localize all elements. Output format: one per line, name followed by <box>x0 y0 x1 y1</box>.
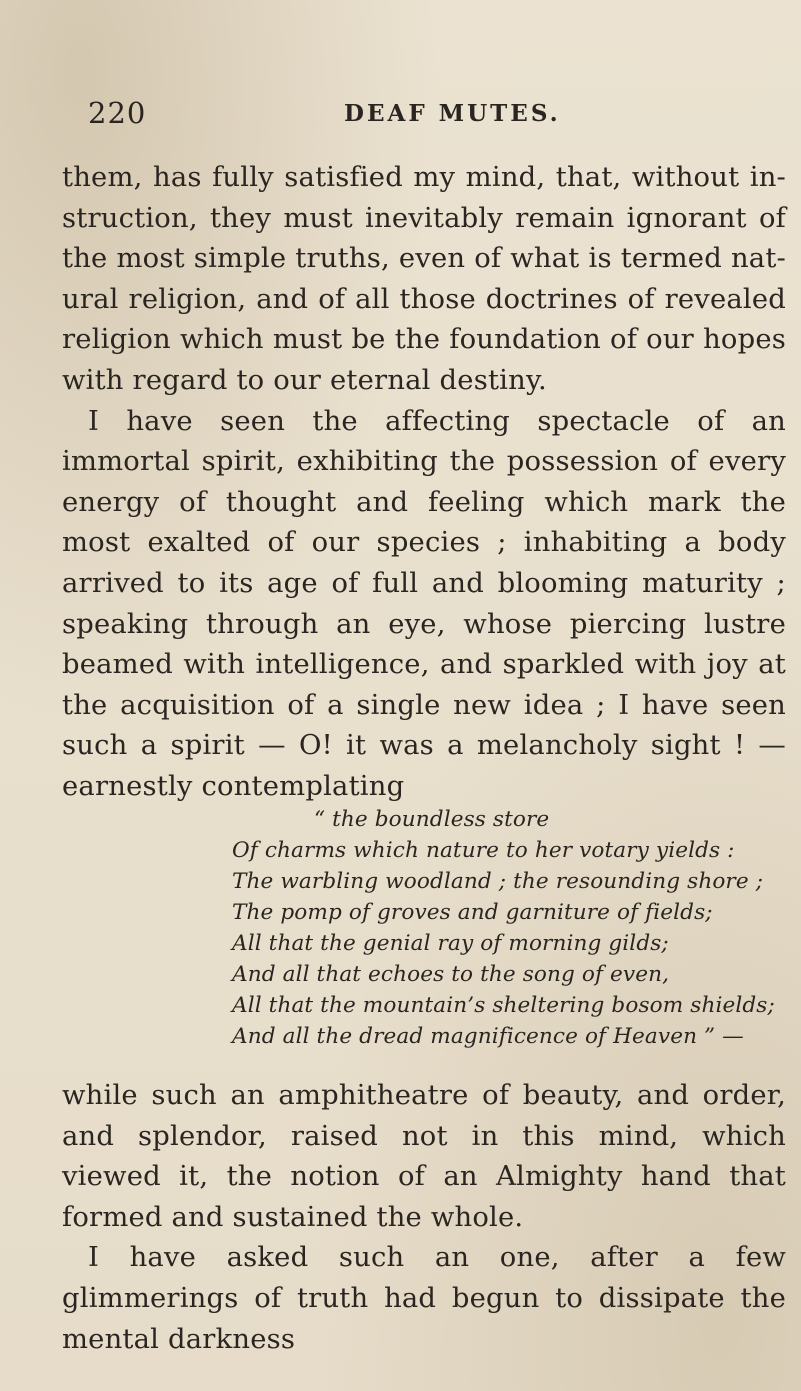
lower-text-block <box>62 1076 786 1360</box>
running-head: DEAF MUTES. <box>344 100 561 127</box>
poem-quotation <box>232 804 775 1052</box>
paragraph-4: I have asked such an one, after a few glimmerings of truth had begun to dissipate the mental darkness <box>62 1242 786 1355</box>
page-number: 220 <box>88 96 147 130</box>
paragraph-3: while such an amphitheatre of beauty, and order, and splendor, raised not in this mind, which viewed it, the notion of an Almighty hand that formed and sustained the whole. <box>62 1080 786 1233</box>
quote-line-4: The pomp of groves and garniture of fields; <box>232 900 713 925</box>
paragraph-2: I have seen the affecting spectacle of an immortal spirit, exhibiting the possession of every energy of thought and feeling which mark the most exalted of our species ; inhabiting a body arrived to its age of full and blooming maturity ; speaking through an eye, whose piercing lustre beamed with intelligence, and sparkled with joy at the acquisition of a single new idea ; I have seen such a spirit — O! it was a melancholy sight ! — earnestly contemplating <box>62 405 786 802</box>
quote-line-8: And all the dread magnificence of Heaven ” — <box>232 1024 744 1049</box>
quote-line-1: “ the boundless store <box>314 807 550 832</box>
upper-text-block <box>62 158 786 808</box>
quote-line-2: Of charms which nature to her votary yields : <box>232 838 735 863</box>
paragraph-1: them, has fully satisfied my mind, that, without in- struction, they must inevitably remain ignorant of the most simple truths, even of what is termed nat- ural religion, and of all those doctrines of revealed religion which must be the foundation of our hopes with regard to our eternal destiny. <box>62 162 786 396</box>
quote-line-6: And all that echoes to the song of even, <box>232 962 670 987</box>
quote-line-7: All that the mountain’s sheltering bosom shields; <box>232 993 775 1018</box>
quote-line-5: All that the genial ray of morning gilds; <box>232 931 669 956</box>
page-header <box>88 96 768 136</box>
quote-line-3: The warbling woodland ; the resounding shore ; <box>232 869 764 894</box>
